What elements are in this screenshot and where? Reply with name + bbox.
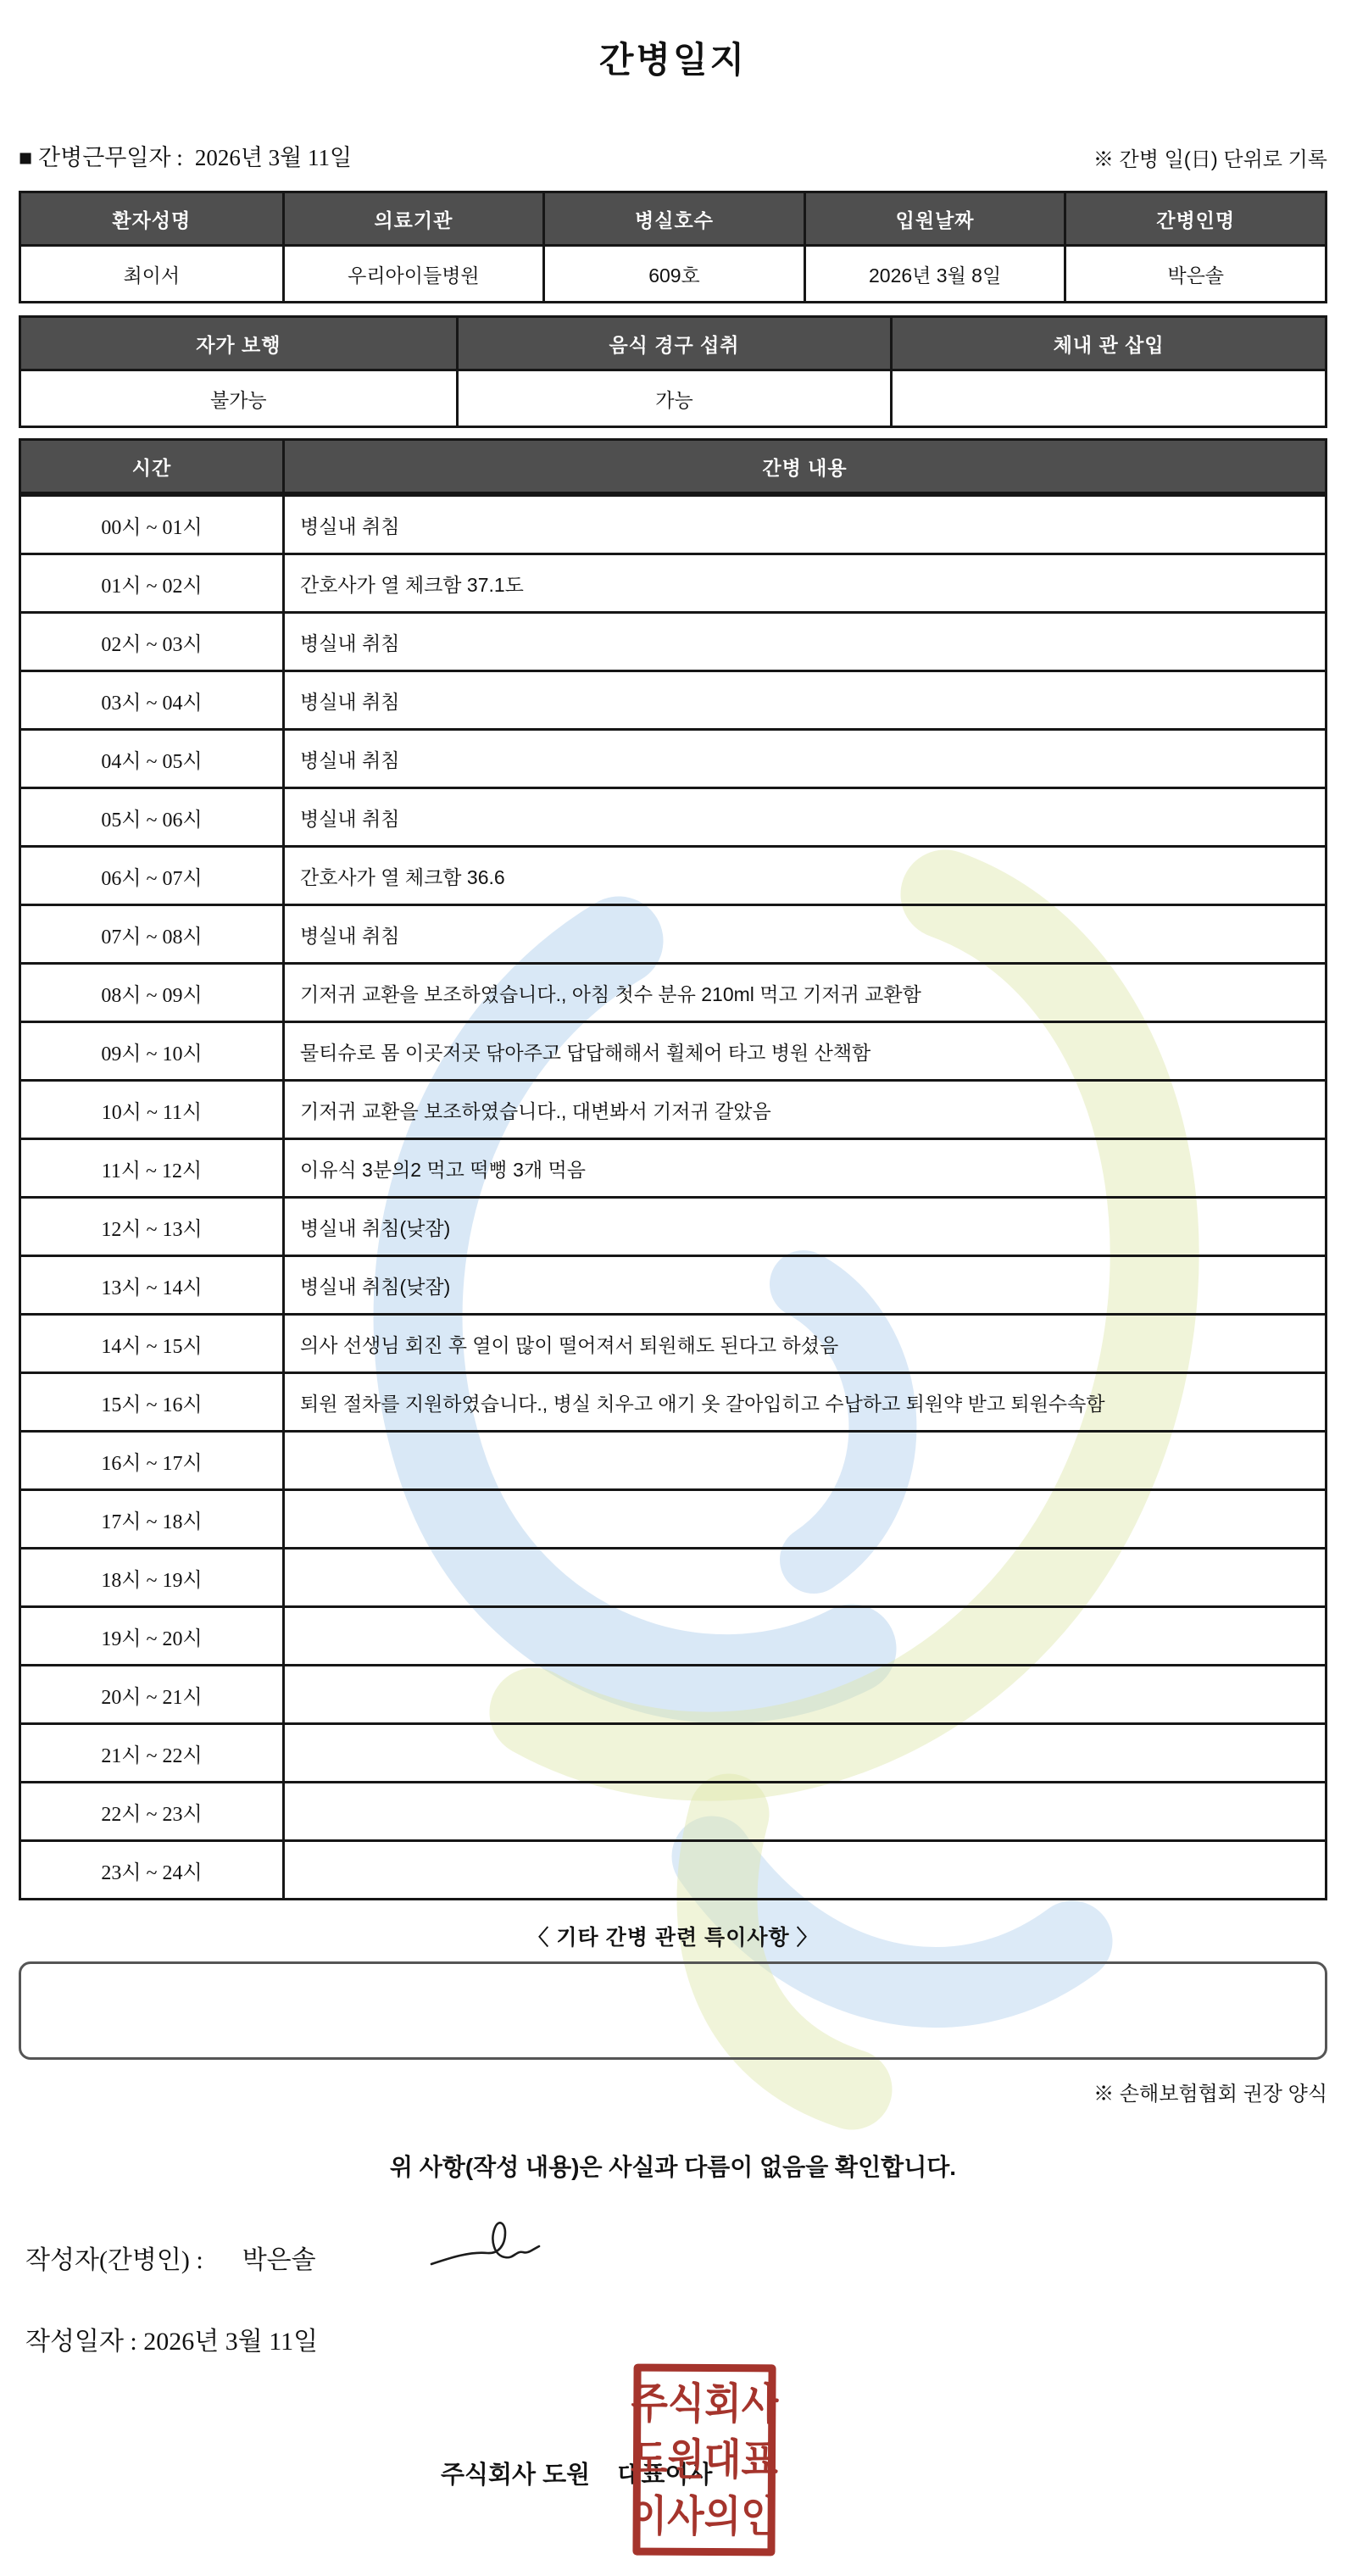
care-content-cell — [282, 1491, 1325, 1547]
form-recommendation-note: ※ 손해보험협회 권장 양식 — [1093, 2083, 1327, 2106]
care-content-cell: 병실내 취침 — [282, 906, 1325, 962]
patient-info-table — [19, 191, 1327, 303]
care-time-cell: 18시 ~ 19시 — [101, 1569, 203, 1592]
col-header-caregiver-name: 간병인명 — [1064, 193, 1325, 244]
stamp-line-2: 도원대표 — [630, 2434, 779, 2484]
work-date-line — [19, 139, 352, 172]
care-content-cell: 의사 선생님 회진 후 열이 많이 떨어져서 퇴원해도 된다고 하셨음 — [282, 1316, 1325, 1371]
patient-status-table — [19, 315, 1327, 428]
care-time-cell: 21시 ~ 22시 — [101, 1744, 203, 1767]
care-time-cell: 16시 ~ 17시 — [101, 1452, 203, 1475]
col-header-admission-date: 입원날짜 — [804, 193, 1065, 244]
patient-name-value: 최이서 — [123, 264, 181, 287]
care-time-cell: 06시 ~ 07시 — [101, 867, 203, 890]
tube-insertion-value — [890, 371, 1325, 426]
care-content-cell: 병실내 취침(낮잠) — [282, 1257, 1325, 1313]
care-time-cell: 10시 ~ 11시 — [101, 1101, 203, 1124]
care-content-cell — [282, 1666, 1325, 1722]
work-date-label: ■ 간병근무일자 : — [19, 145, 183, 170]
care-content-cell — [282, 1549, 1325, 1605]
status-value-row — [21, 371, 1325, 426]
care-content-cell: 퇴원 절차를 지원하였습니다., 병실 치우고 애기 옷 갈아입히고 수납하고 퇴원약 받고 퇴원수속함 — [282, 1374, 1325, 1430]
care-content-cell: 이유식 3분의2 먹고 떡뻥 3개 먹음 — [282, 1140, 1325, 1196]
care-time-cell: 07시 ~ 08시 — [101, 926, 203, 949]
care-content-cell — [282, 1433, 1325, 1488]
patient-info-header-row — [21, 193, 1325, 247]
col-header-oral-intake: 음식 경구 섭취 — [456, 318, 891, 369]
care-log-row — [21, 553, 1325, 611]
care-log-row — [21, 1605, 1325, 1664]
care-time-cell: 03시 ~ 04시 — [101, 692, 203, 715]
care-log-row — [21, 1021, 1325, 1079]
company-ceo-label: 주식회사 도원 대표이사 — [441, 2462, 713, 2489]
care-log-row — [21, 1138, 1325, 1196]
col-header-patient-name: 환자성명 — [21, 193, 282, 244]
caregiver-name-value: 박은솔 — [1064, 247, 1325, 301]
care-content-cell — [282, 1608, 1325, 1664]
care-content-cell: 기저귀 교환을 보조하였습니다., 대변봐서 기저귀 갈았음 — [282, 1082, 1325, 1138]
care-log-row — [21, 1079, 1325, 1138]
company-seal-block — [19, 2364, 1327, 2576]
unit-note: ※ 간병 일(日) 단위로 기록 — [1093, 148, 1327, 171]
care-content-cell: 병실내 취침 — [282, 672, 1325, 728]
patient-info-value-row — [21, 247, 1325, 301]
care-log-row — [21, 845, 1325, 904]
care-log-table — [19, 438, 1327, 1900]
care-time-cell: 20시 ~ 21시 — [101, 1686, 203, 1709]
col-header-room-number: 병실호수 — [542, 193, 804, 244]
col-header-self-walking: 자가 보행 — [21, 318, 456, 369]
admission-date-value: 2026년 3월 8일 — [804, 247, 1065, 301]
room-number-value: 609호 — [542, 247, 804, 301]
medical-institution-value: 우리아이들병원 — [282, 247, 543, 301]
care-log-row — [21, 1781, 1325, 1839]
care-time-cell: 08시 ~ 09시 — [101, 984, 203, 1007]
work-date-value: 2026년 3월 11일 — [194, 145, 353, 170]
stamp-line-1: 주식회사 — [631, 2378, 779, 2429]
care-log-row — [21, 1371, 1325, 1430]
care-log-row — [21, 1547, 1325, 1605]
care-log-body — [21, 494, 1325, 1898]
care-time-cell: 22시 ~ 23시 — [101, 1803, 203, 1826]
care-content-cell: 물티슈로 몸 이곳저곳 닦아주고 답답해해서 휠체어 타고 병원 산책함 — [282, 1023, 1325, 1079]
care-log-row — [21, 1430, 1325, 1488]
care-time-cell: 09시 ~ 10시 — [101, 1043, 203, 1065]
col-header-tube-insertion: 체내 관 삽입 — [890, 318, 1325, 369]
meta-row — [19, 139, 1327, 172]
care-time-cell: 11시 ~ 12시 — [101, 1160, 203, 1182]
care-content-cell: 기저귀 교환을 보조하였습니다., 아침 첫수 분유 210ml 먹고 기저귀 교환함 — [282, 965, 1325, 1021]
care-content-cell: 간호사가 열 체크함 36.6 — [282, 848, 1325, 904]
care-log-row — [21, 1488, 1325, 1547]
care-time-cell: 04시 ~ 05시 — [101, 750, 203, 773]
care-log-row — [21, 1664, 1325, 1722]
col-header-care-content: 간병 내용 — [282, 441, 1325, 492]
care-time-cell: 19시 ~ 20시 — [101, 1627, 203, 1650]
page-title: 간병일지 — [598, 40, 748, 80]
care-time-cell: 15시 ~ 16시 — [101, 1394, 203, 1416]
care-log-row — [21, 494, 1325, 553]
col-header-medical-institution: 의료기관 — [282, 193, 543, 244]
writer-name: 박은솔 — [242, 2246, 316, 2274]
care-log-header-row — [21, 441, 1325, 494]
care-log-row — [21, 611, 1325, 670]
care-log-row — [21, 962, 1325, 1021]
care-log-row — [21, 1839, 1325, 1898]
confirmation-statement: 위 사항(작성 내용)은 사실과 다름이 없음을 확인합니다. — [389, 2154, 957, 2180]
care-content-cell — [282, 1783, 1325, 1839]
writer-label: 작성자(간병인) : — [25, 2246, 203, 2274]
care-time-cell: 05시 ~ 06시 — [101, 809, 203, 832]
care-log-row — [21, 670, 1325, 728]
care-time-cell: 14시 ~ 15시 — [101, 1335, 203, 1358]
care-time-cell: 02시 ~ 03시 — [101, 633, 203, 656]
care-time-cell: 17시 ~ 18시 — [101, 1511, 203, 1533]
care-content-cell: 병실내 취침 — [282, 614, 1325, 670]
care-log-row — [21, 728, 1325, 787]
special-notes-box[interactable] — [19, 1961, 1327, 2060]
care-log-row — [21, 1313, 1325, 1371]
care-time-cell: 13시 ~ 14시 — [101, 1277, 203, 1299]
care-content-cell: 병실내 취침 — [282, 789, 1325, 845]
writer-line — [19, 2232, 1327, 2283]
special-notes-title: 〈 기타 간병 관련 특이사항 〉 — [527, 1926, 819, 1950]
care-content-cell: 간호사가 열 체크함 37.1도 — [282, 555, 1325, 611]
care-content-cell: 병실내 취침 — [282, 497, 1325, 553]
status-header-row — [21, 318, 1325, 371]
care-log-row — [21, 1196, 1325, 1255]
care-time-cell: 12시 ~ 13시 — [101, 1218, 203, 1241]
care-log-row — [21, 1255, 1325, 1313]
oral-intake-value: 가능 — [456, 371, 891, 426]
care-log-row — [21, 787, 1325, 845]
care-log-row — [21, 1722, 1325, 1781]
care-time-cell: 01시 ~ 02시 — [101, 575, 203, 598]
caregiver-signature — [426, 2215, 562, 2283]
self-walking-value: 불가능 — [210, 388, 267, 411]
care-content-cell: 병실내 취침(낮잠) — [282, 1199, 1325, 1255]
care-content-cell — [282, 1725, 1325, 1781]
col-header-time: 시간 — [21, 441, 282, 492]
corporate-seal-stamp — [630, 2364, 779, 2557]
care-time-cell: 00시 ~ 01시 — [101, 516, 203, 539]
care-log-row — [21, 904, 1325, 962]
stamp-line-3: 이사의인 — [630, 2491, 778, 2541]
care-time-cell: 23시 ~ 24시 — [101, 1861, 203, 1884]
care-content-cell: 병실내 취침 — [282, 731, 1325, 787]
care-content-cell — [282, 1842, 1325, 1898]
written-date-line: 작성일자 : 2026년 3월 11일 — [25, 2328, 319, 2356]
